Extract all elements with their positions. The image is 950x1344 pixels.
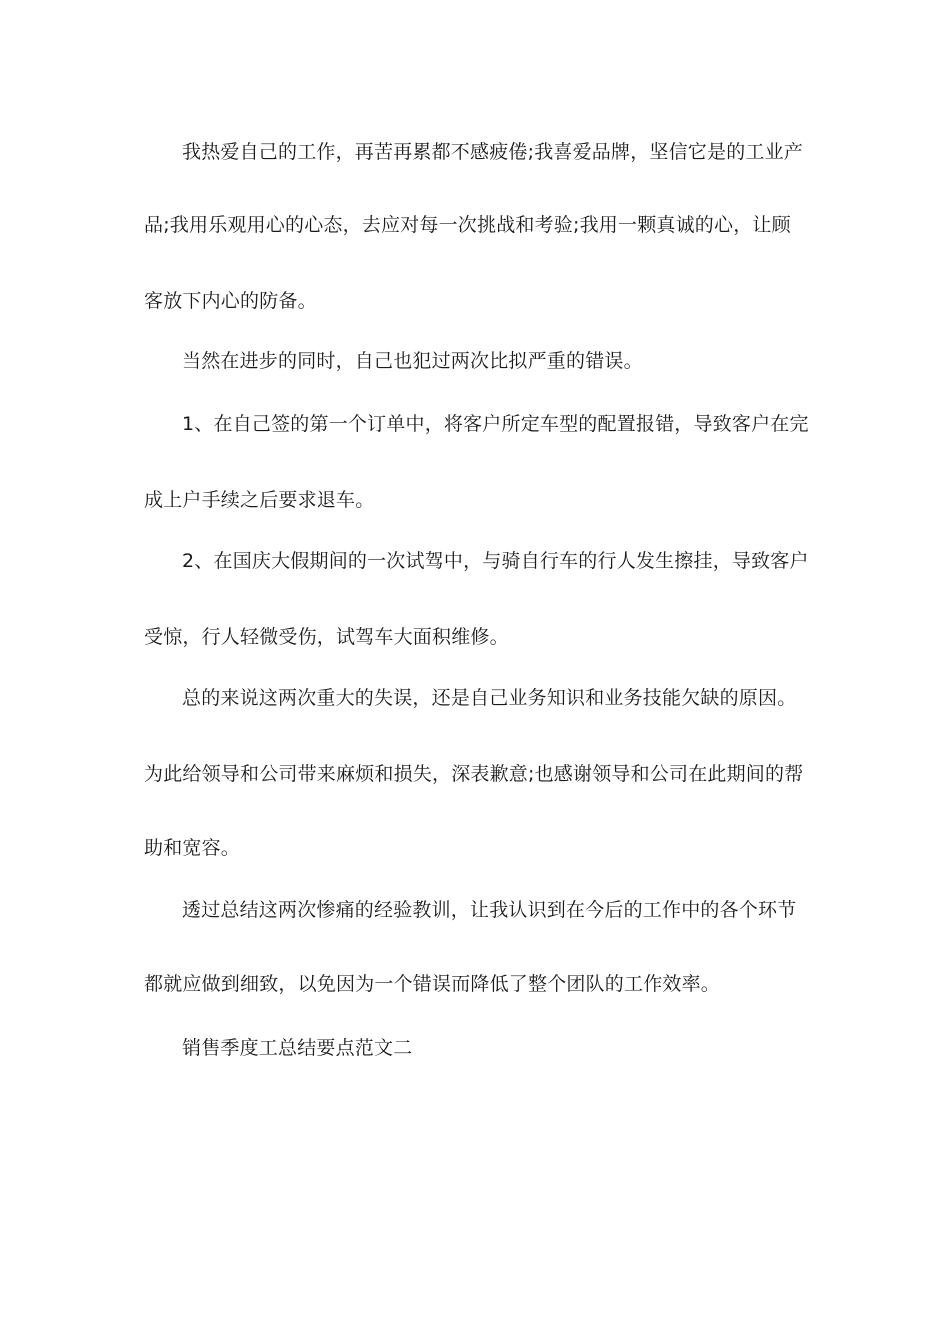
list-item-line: 受惊，行人轻微受伤，试驾车大面积维修。 bbox=[144, 626, 509, 648]
list-item-line: 1、在自己签的第一个订单中，将客户所定车型的配置报错，导致客户在完 bbox=[182, 413, 809, 435]
list-item-line: 成上户手续之后要求退车。 bbox=[144, 489, 375, 511]
paragraph-line: 品;我用乐观用心的心态，去应对每一次挑战和考验;我用一颗真诚的心，让顾 bbox=[144, 214, 791, 236]
section-heading: 销售季度工总结要点范文二 bbox=[182, 1037, 413, 1059]
paragraph-line: 为此给领导和公司带来麻烦和损失，深表歉意;也感谢领导和公司在此期间的帮 bbox=[144, 763, 804, 785]
paragraph-line: 透过总结这两次惨痛的经验教训，让我认识到在今后的工作中的各个环节 bbox=[182, 899, 797, 921]
paragraph-line: 我热爱自己的工作，再苦再累都不感疲倦;我喜爱品牌，坚信它是的工业产 bbox=[182, 141, 804, 163]
paragraph-line: 总的来说这两次重大的失误，还是自己业务知识和业务技能欠缺的原因。 bbox=[182, 687, 797, 709]
paragraph-line: 当然在进步的同时，自己也犯过两次比拟严重的错误。 bbox=[182, 350, 643, 372]
paragraph-line: 客放下内心的防备。 bbox=[144, 290, 317, 312]
list-item-line: 2、在国庆大假期间的一次试驾中，与骑自行车的行人发生擦挂，导致客户 bbox=[182, 550, 809, 572]
paragraph-line: 都就应做到细致，以免因为一个错误而降低了整个团队的工作效率。 bbox=[144, 973, 721, 995]
paragraph-line: 助和宽容。 bbox=[144, 837, 241, 859]
